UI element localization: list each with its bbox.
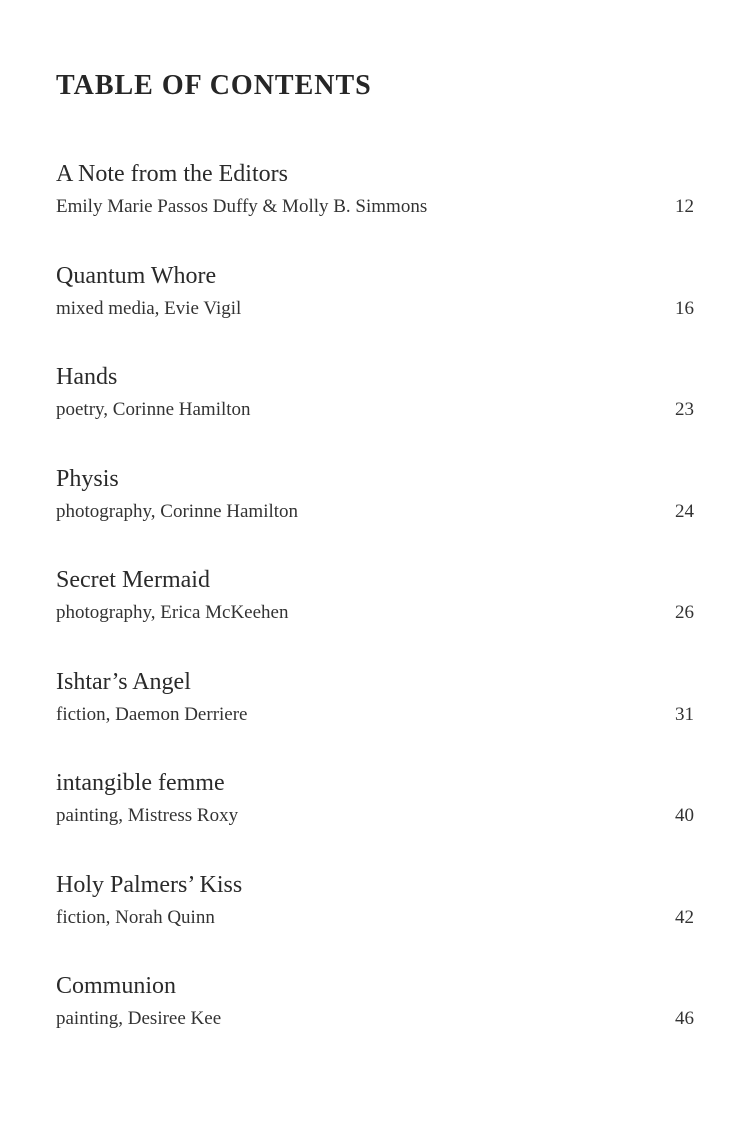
entry-title: Physis [56,465,119,492]
toc-entry [56,158,694,260]
entry-page-number: 16 [675,297,694,319]
toc-entry [56,767,694,869]
toc-entry [56,361,694,463]
entry-page-number: 12 [675,196,694,217]
entry-byline-row [56,1007,694,1031]
entry-title: A Note from the Editors [56,161,288,187]
entry-byline-row [56,703,694,727]
entry-title: Ishtar’s Angel [56,668,191,695]
entry-page-number: 23 [675,399,694,420]
entry-byline-row [56,804,694,828]
toc-entry [56,564,694,666]
entry-byline: poetry, Corinne Hamilton [56,399,251,420]
entry-byline-row [56,398,694,422]
entry-title: Secret Mermaid [56,567,210,593]
toc-entry [56,260,694,362]
entry-byline-row [56,601,694,625]
entry-byline: fiction, Daemon Derriere [56,703,248,725]
entry-title: Holy Palmers’ Kiss [56,871,243,898]
entry-byline-row [56,195,694,219]
toc-entry [56,666,694,768]
entry-byline: mixed media, Evie Vigil [56,297,242,319]
entry-page-number: 24 [675,500,694,522]
entry-byline: photography, Corinne Hamilton [56,500,299,522]
entry-byline-row [56,906,694,930]
page-title: TABLE OF CONTENTS [56,70,372,101]
entry-byline: fiction, Norah Quinn [56,906,215,928]
entry-title: Quantum Whore [56,262,217,289]
toc-list [56,158,694,1072]
toc-entry [56,463,694,565]
entry-byline-row [56,500,694,524]
entry-page-number: 46 [675,1008,694,1029]
entry-byline: photography, Erica McKeehen [56,602,289,623]
entry-page-number: 26 [675,602,694,623]
entry-byline: painting, Desiree Kee [56,1008,222,1029]
entry-title: Communion [56,973,177,999]
toc-entry [56,869,694,971]
entry-page-number: 42 [675,906,694,928]
entry-page-number: 31 [675,703,694,725]
toc-entry [56,970,694,1072]
entry-title: intangible femme [56,770,225,796]
entry-byline: Emily Marie Passos Duffy & Molly B. Simmons [56,196,428,217]
entry-byline: painting, Mistress Roxy [56,805,239,826]
entry-page-number: 40 [675,805,694,826]
entry-byline-row [56,297,694,321]
entry-title: Hands [56,364,118,390]
